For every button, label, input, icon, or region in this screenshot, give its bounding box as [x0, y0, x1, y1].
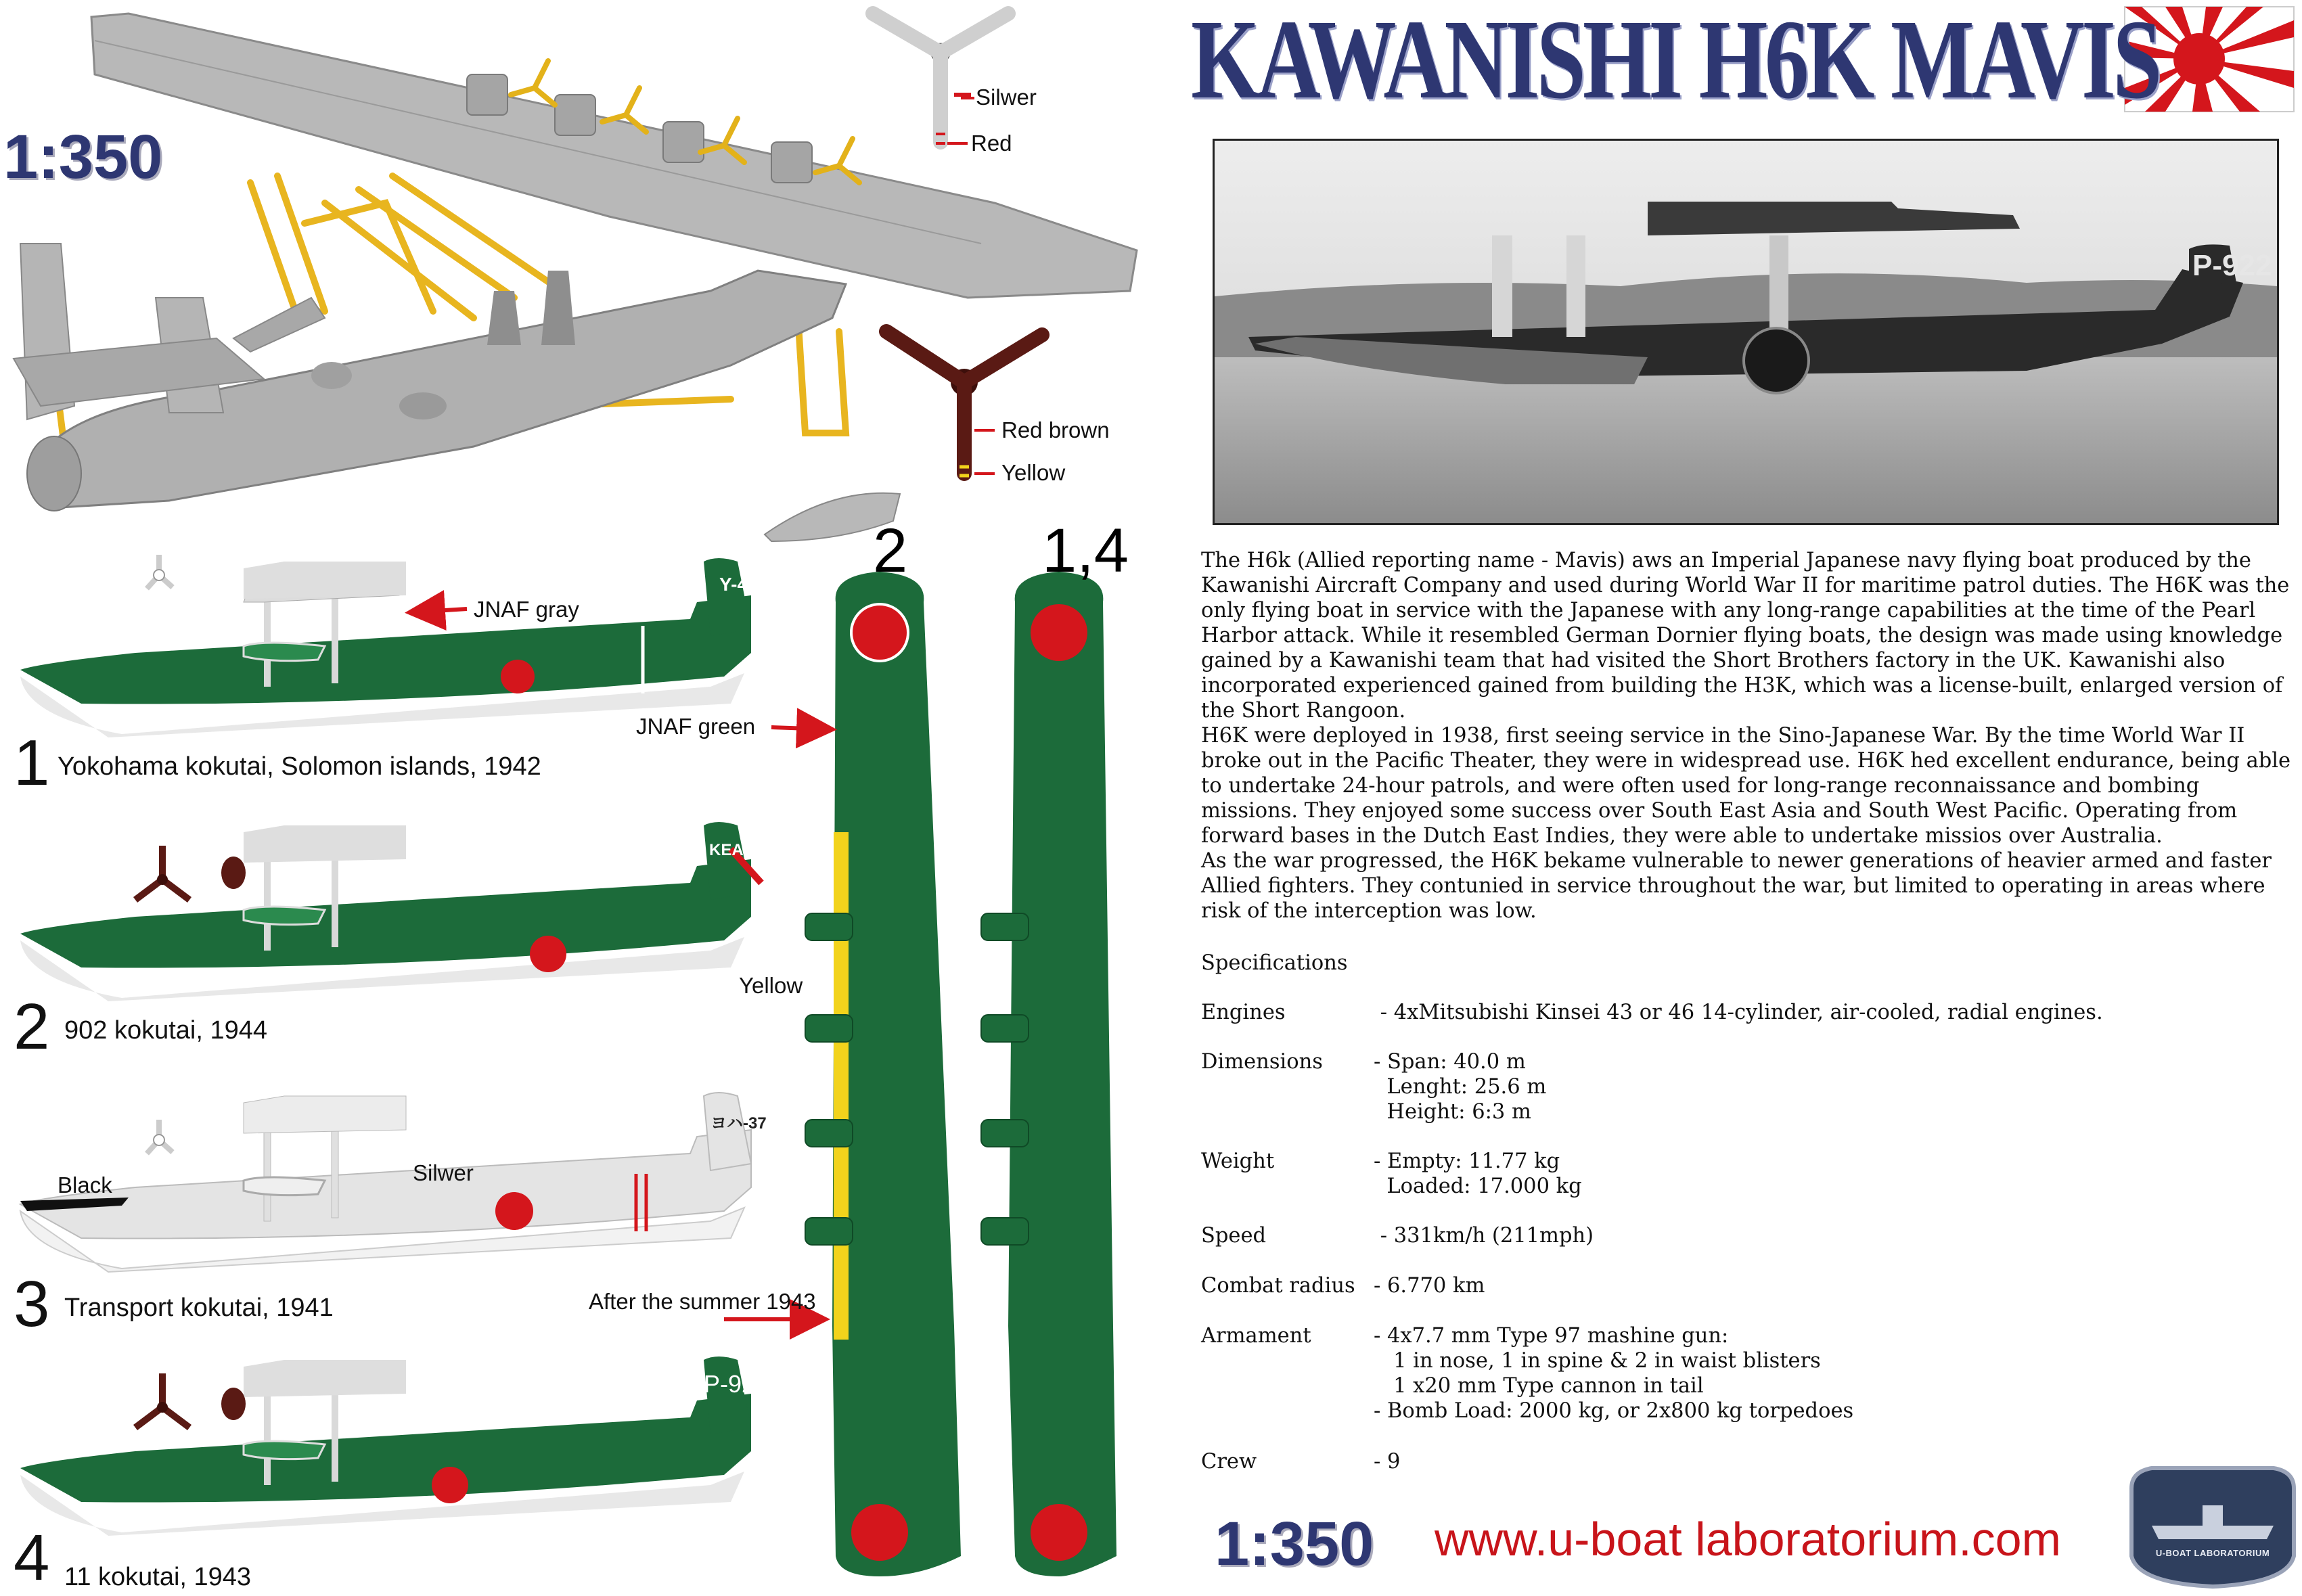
tail-code-4: P-922	[704, 1370, 769, 1398]
photo-image	[1215, 141, 2277, 523]
tail-code-3: ヨハ-37	[710, 1114, 767, 1133]
jnaf-gray-label: JNAF gray	[474, 597, 579, 622]
jnaf-green-label: JNAF green	[636, 714, 756, 739]
page-title: KAWANISHI H6K MAVIS	[1191, 0, 2159, 122]
specs-heading: Specifications	[1201, 951, 1348, 975]
scheme-4-profile	[20, 1356, 751, 1536]
scale-label-top: 1:350	[3, 122, 163, 191]
spec-value: Loaded: 17.000 kg	[1374, 1175, 1582, 1198]
photo-tail-code: P-922	[2192, 249, 2272, 282]
scheme-3-number: 3	[14, 1268, 50, 1340]
description-text	[1201, 548, 2297, 924]
topview-label-2: 2	[873, 516, 908, 585]
spec-value: - Empty: 11.77 kg	[1374, 1149, 1560, 1173]
scheme-3-profile	[20, 1093, 751, 1272]
scheme-3-caption: Transport kokutai, 1941	[64, 1294, 334, 1322]
after-summer-label: After the summer 1943	[589, 1289, 816, 1314]
spec-value: - 4xMitsubishi Kinsei 43 or 46 14-cylinder, air-cooled, radial engines.	[1374, 1001, 2103, 1024]
silver-propeller-detail	[873, 14, 1008, 143]
spec-label: Engines	[1201, 1001, 1286, 1024]
logo-text: U-BOAT LABORATORIUM	[2155, 1548, 2270, 1558]
topview-wing-1-4	[981, 572, 1116, 1576]
silver-label: Silwer	[976, 85, 1037, 110]
description-paragraph-1: The H6k (Allied reporting name - Mavis) aws an Imperial Japanese navy flying boat produced by the Kawanishi Aircraft Company and used during World War II for maritime patrol duties. The H6K was the only flying boat in service with the Japanese with any long-range capabilities at the time of the Pearl Harbor attack. While it resembled German Dornier flying boats, the design was made using knowledge gained by a Kawanishi team that had visited the Short Brothers factory in the UK. Kawanishi also incorporated experienced gained from building the H3K, which was a license-built, enlarged version of the Short Rangoon.	[1201, 549, 2290, 723]
scheme-2-caption: 902 kokutai, 1944	[64, 1016, 268, 1045]
spec-value: 1 x20 mm Type cannon in tail	[1374, 1374, 1704, 1398]
spec-label: Speed	[1201, 1224, 1267, 1248]
spec-label: Armament	[1201, 1324, 1311, 1348]
scheme-2-profile	[20, 822, 761, 1001]
uboat-logo	[2131, 1468, 2294, 1587]
silver-callout-label: Silwer	[413, 1160, 474, 1185]
historical-photo	[1213, 139, 2279, 525]
website-link[interactable]: www.u-boat laboratorium.com	[1435, 1513, 2061, 1566]
spec-value: - 4x7.7 mm Type 97 mashine gun:	[1374, 1324, 1729, 1348]
yellow-callout-label: Yellow	[739, 973, 803, 998]
scheme-1-profile	[20, 555, 751, 737]
spec-value: - 6.770 km	[1374, 1274, 1485, 1298]
black-label: Black	[58, 1172, 112, 1198]
tail-code-2: KEA59	[709, 841, 762, 859]
yellow-prop-label: Yellow	[1001, 460, 1066, 485]
tail-code-1: Y-41	[719, 574, 759, 595]
spec-label: Crew	[1201, 1450, 1257, 1474]
spec-label: Combat radius	[1201, 1274, 1355, 1298]
topview-label-1-4: 1,4	[1042, 516, 1129, 585]
spec-value: Height: 6:3 m	[1374, 1100, 1531, 1124]
spec-label: Dimensions	[1201, 1050, 1323, 1074]
topview-wing-2	[805, 572, 961, 1576]
scheme-4-caption: 11 kokutai, 1943	[64, 1563, 252, 1591]
spec-value: - Span: 40.0 m	[1374, 1050, 1526, 1074]
red-brown-propeller-detail	[886, 332, 1042, 476]
description-paragraph-3: As the war progressed, the H6K bekame vulnerable to newer generations of heavier armed and faster Allied fighters. They contunied in service throughout the war, but limited to operating in areas where risk of the interception was low.	[1201, 849, 2272, 923]
scale-label-bottom: 1:350	[1215, 1509, 1374, 1578]
scheme-1-caption: Yokohama kokutai, Solomon islands, 1942	[58, 752, 541, 781]
spec-value: Lenght: 25.6 m	[1374, 1075, 1547, 1099]
spec-value: - 9	[1374, 1450, 1401, 1474]
scheme-1-number: 1	[14, 727, 50, 799]
red-brown-label: Red brown	[1001, 417, 1110, 442]
description-paragraph-2: H6K were deployed in 1938, first seeing service in the Sino-Japanese War. By the time World War II broke out in the Pacific Theater, they were in widespread use. H6K hed excellent endurance, being able to undertake 24-hour patrols, and were often used for long-range reconnaissance and bombing missions. They enjoyed some success over South East Asia and South West Pacific. Operating from forward bases in the Dutch East Indies, they were able to undertake missios over Australia.	[1201, 724, 2291, 848]
scheme-4-number: 4	[14, 1522, 50, 1594]
spec-value: - Bomb Load: 2000 kg, or 2x800 kg torpedoes	[1374, 1399, 1854, 1423]
scheme-2-number: 2	[14, 990, 50, 1063]
red-label: Red	[971, 131, 1012, 156]
spec-label: Weight	[1201, 1149, 1275, 1173]
spec-value: 1 in nose, 1 in spine & 2 in waist blisters	[1374, 1349, 1821, 1373]
spec-value: - 331km/h (211mph)	[1374, 1224, 1594, 1248]
